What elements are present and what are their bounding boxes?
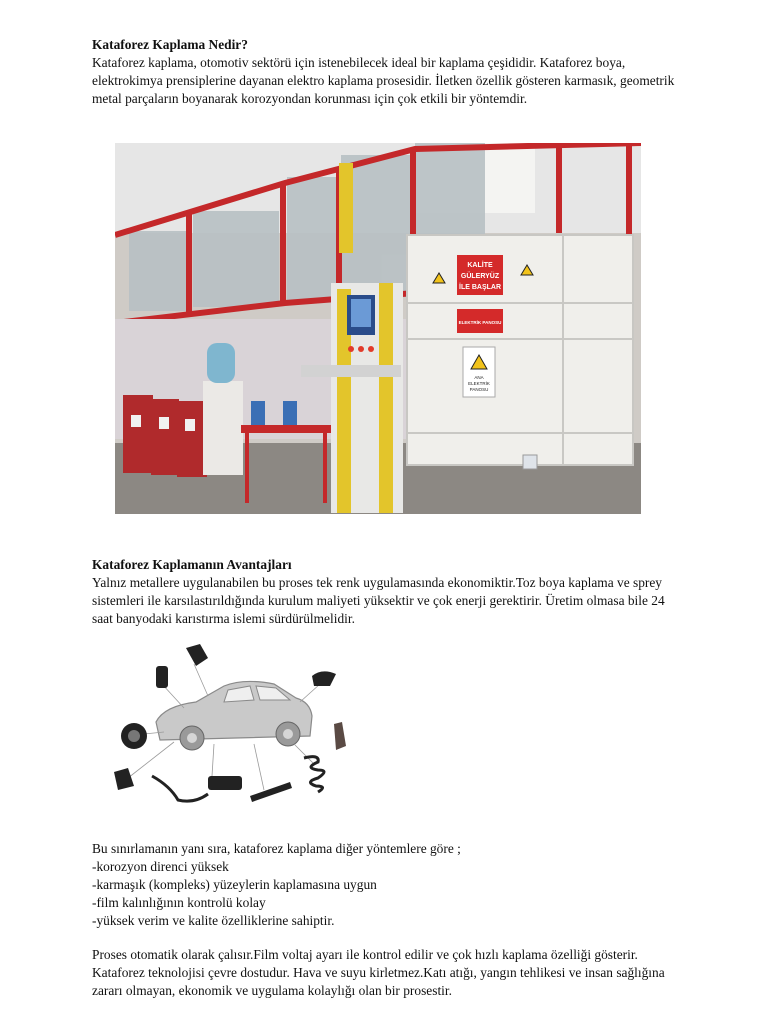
engine-mount-icon: [186, 644, 208, 666]
coil-spring-icon: [304, 757, 324, 792]
paragraph-what-is: Kataforez kaplama, otomotiv sektörü için istenebilecek ideal bir kaplama çeşididir. Kataforez boya, elektrokimya prensiplerine dayanan elektro kaplama prosesidir. İletken özellik gösteren karmasık, geometrik metal parçaların boyanarak korozyondan korunması için çok etkili bir yöntemdir.: [92, 55, 675, 106]
brake-pad-icon: [334, 722, 346, 750]
heading-what-is: Kataforez Kaplama Nedir?: [92, 37, 248, 52]
section-process: [92, 946, 682, 1000]
list-item: -korozyon direnci yüksek: [92, 859, 229, 874]
stabilizer-bar-icon: [152, 776, 208, 801]
sign-main-line3: PANOSU: [469, 387, 489, 392]
shock-mount-icon: [156, 666, 168, 688]
sign-quality-line1: KALİTE: [467, 262, 493, 269]
list-item: -karmaşık (kompleks) yüzeylerin kaplamasına uygun: [92, 877, 377, 892]
bracket-icon: [312, 671, 336, 686]
car-parts-illustration: [104, 636, 354, 808]
paragraph-process: Proses otomatik olarak çalısır.Film voltaj ayarı ile kontrol edilir ve çok hızlı kaplama özelliği gösterir. Kataforez teknolojisi çevre dostudur. Hava ve suyu kirletmez.Katı atığı, yangın tehlikesi ve insan sağlığına zararı olmayan, ekonomik ve uygulama kolaylığı olan bir prosestir.: [92, 947, 665, 998]
heading-advantages: Kataforez Kaplamanın Avantajları: [92, 557, 292, 572]
list-item: -film kalınlığının kontrolü kolay: [92, 895, 266, 910]
section-what-is: [92, 36, 682, 108]
sign-quality-line2: GÜLERYÜZ: [460, 273, 500, 280]
section-benefits-list: [92, 840, 682, 930]
benefits-intro: Bu sınırlamanın yanı sıra, kataforez kaplama diğer yöntemlere göre ;: [92, 841, 461, 856]
factory-photo: [115, 143, 641, 514]
strut-icon: [250, 782, 292, 802]
sign-main-line2: ELEKTRİK: [468, 381, 490, 386]
list-item: -yüksek verim ve kalite özelliklerine sahiptir.: [92, 913, 335, 928]
motor-icon: [208, 776, 242, 790]
sign-main-line1: ANA: [474, 375, 484, 380]
section-advantages: [92, 556, 682, 628]
gear-part-icon: [114, 768, 134, 790]
paragraph-advantages: Yalnız metallere uygulanabilen bu proses tek renk uygulamasında ekonomiktir.Toz boya kaplama ve sprey sistemleri ile karsılastırıldığında kurulum maliyeti yüksektir ve çok enerji gerektirir. Üretim olmasa bile 24 saat banyodaki karıstırma islemi sürdürülmelidir.: [92, 575, 665, 626]
sign-quality-line3: İLE BAŞLAR: [459, 284, 501, 291]
sign-electric-panel: ELEKTRİK PANOSU: [458, 320, 502, 325]
